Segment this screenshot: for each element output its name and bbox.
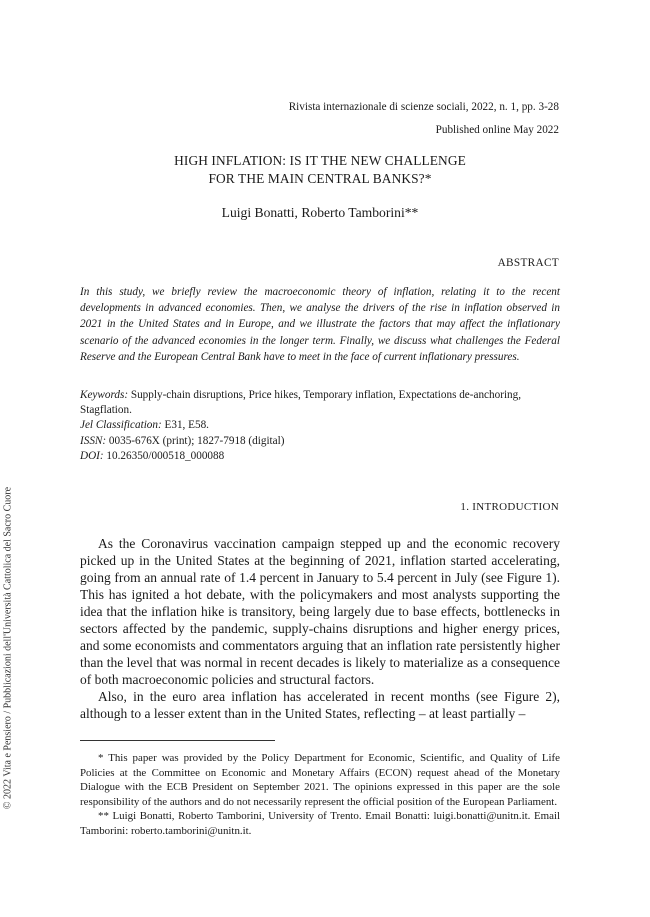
issn-line <box>80 434 560 449</box>
abstract-heading: ABSTRACT <box>497 257 559 269</box>
jel-label: Jel Classification: <box>80 419 162 432</box>
article-title <box>80 152 560 188</box>
footnote-rule <box>80 740 275 741</box>
doi-line <box>80 449 560 464</box>
journal-citation: Rivista internazionale di scienze sociali, 2022, n. 1, pp. 3-28 <box>288 101 559 113</box>
published-date: Published online May 2022 <box>435 124 559 136</box>
article-metadata <box>80 388 560 464</box>
section-heading: 1. INTRODUCTION <box>460 501 559 513</box>
copyright-text: © 2022 Vita e Pensiero / Pubblicazioni dell'Università Cattolica del Sacro Cuore <box>2 486 14 810</box>
footnote-2: ** Luigi Bonatti, Roberto Tamborini, University of Trento. Email Bonatti: luigi.bonatti@unitn.it. Email Tamborini: roberto.tamborini@unitn.it. <box>80 810 560 837</box>
issn-label: ISSN: <box>80 434 107 447</box>
footnotes <box>80 751 560 839</box>
abstract-text: In this study, we briefly review the macroeconomic theory of inflation, relating it to the recent developments in advanced economies. Then, we analyse the drivers of the rise in inflation observed in 2021 in the United States and in Europe, and we illustrate the factors that may affect the inflationary scenario of the advanced economies in the longer term. Finally, we discuss what challenges the Federal Reserve and the European Central Bank have to meet in the face of current inflationary pressures. <box>80 286 560 363</box>
title-line-1: HIGH INFLATION: IS IT THE NEW CHALLENGE <box>174 153 466 168</box>
keywords-value: Supply-chain disruptions, Price hikes, Temporary inflation, Expectations de-anchoring, Stagflation. <box>80 389 522 417</box>
footnote-1: * This paper was provided by the Policy Department for Economic, Scientific, and Quality of Life Policies at the Committee on Economic and Monetary Affairs (ECON) request ahead of the Monetary Dialogue with the ECB President on September 2021. The opinions expressed in this paper are the sole responsibility of the authors and do not necessarily represent the official position of the European Parliament. <box>80 752 560 808</box>
doi-label: DOI: <box>80 449 104 462</box>
jel-line <box>80 418 560 433</box>
doi-value: 10.26350/000518_000088 <box>106 449 225 462</box>
issn-value: 0035-676X (print); 1827-7918 (digital) <box>108 434 285 447</box>
title-line-2: FOR THE MAIN CENTRAL BANKS?* <box>208 171 432 186</box>
jel-value: E31, E58. <box>164 419 209 432</box>
copyright-sidebar <box>0 466 16 830</box>
body-paragraph-1: As the Coronavirus vaccination campaign stepped up and the economic recovery picked up in the United States at the beginning of 2021, inflation started accelerating, going from an annual rate of 1.4 percent in January to 5.4 percent in July (see Figure 1). This has ignited a hot debate, with the policymakers and most analysts supporting the idea that the inflation hike is transitory, being largely due to base effects, bottlenecks in sectors affected by the pandemic, supply-chains disruptions and higher energy prices, and some economists and commentators arguing that an inflation rate persistently higher than the level that was normal in recent decades is likely to materialize as a consequence of both macroeconomic policies and structural factors. <box>80 536 560 687</box>
body-paragraph-2: Also, in the euro area inflation has accelerated in recent months (see Figure 2), although to a lesser extent than in the United States, reflecting – at least partially – <box>80 689 560 721</box>
keywords-label: Keywords: <box>80 389 129 401</box>
author-list: Luigi Bonatti, Roberto Tamborini** <box>221 205 419 220</box>
keywords-line <box>80 388 560 418</box>
body-text <box>80 535 560 722</box>
